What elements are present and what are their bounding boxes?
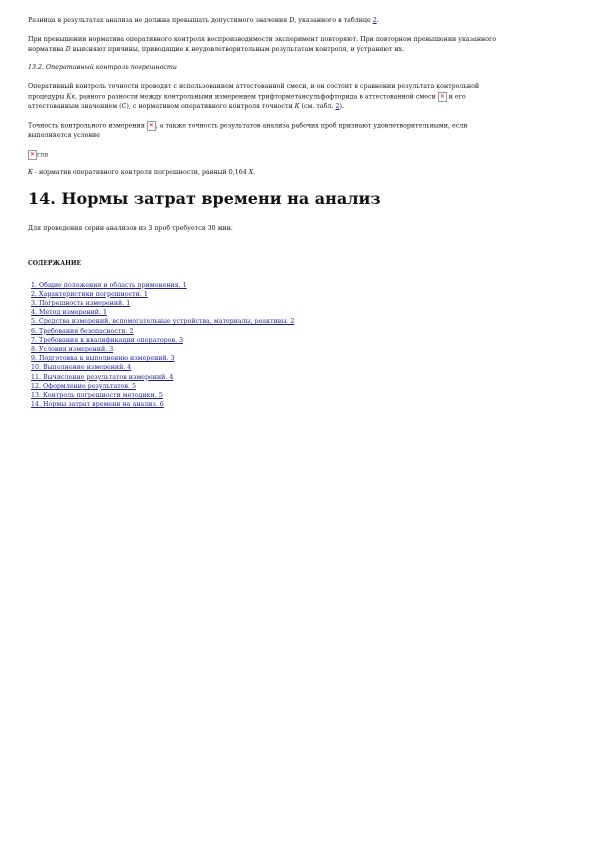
toc-link[interactable]: 2. Характеристики погрешности. 1 (31, 290, 148, 298)
toc-link[interactable]: 1. Общие положения и область применения. 1 (31, 281, 187, 289)
document-page (0, 0, 595, 409)
toc-item (31, 345, 565, 354)
toc-item (31, 317, 565, 326)
toc-item (31, 391, 565, 400)
toc-item (31, 382, 565, 391)
toc-link[interactable]: 8. Условия измерений. 3 (31, 346, 114, 354)
toc-item (31, 281, 565, 290)
paragraph-measurement-accuracy: Точность контрольного измерения ✕, а также точность результатов анализа рабочих проб признают удовлетворительными, если выполняется условие (28, 121, 565, 141)
toc-link[interactable]: 11. Вычисление результатов измерений. 4 (31, 373, 174, 381)
toc-item (31, 373, 565, 382)
toc-item (31, 400, 565, 409)
toc-item (31, 290, 565, 299)
toc-item (31, 299, 565, 308)
toc-link[interactable]: 3. Погрешность измерений. 1 (31, 300, 131, 307)
toc-link[interactable]: 12. Оформление результатов. 5 (31, 382, 137, 390)
paragraph-accuracy-control: Оперативный контроль точности проводят с использованием аттестованной смеси, и он состоит в сравнении результата контрольной процедуры Кк, равного разности между контрольными измерением трифторметансульфофторида в аттестованной смеси ✕ и его аттестованным значением (С), с нормативом оперативного контроля точности К (см. табл. 2). (28, 82, 565, 112)
toc-link[interactable]: 5. Средства измерений, вспомогательные устройства, материалы, реактивы. 2 (31, 318, 295, 326)
toc-item (31, 363, 565, 372)
broken-image-icon (438, 92, 447, 102)
broken-image-icon (28, 150, 37, 160)
toc-item (31, 327, 565, 336)
toc-link[interactable]: 4. Метод измерений. 1 (31, 309, 107, 317)
toc-link[interactable]: 10. Выполнение измерений. 4 (31, 364, 132, 372)
toc-link[interactable]: 7. Требования к квалификации операторов. 3 (31, 336, 183, 344)
paragraph-time-norm: Для проведения серии анализов из 3 проб требуется 30 мин. (28, 224, 233, 232)
section-heading-14: 14. Нормы затрат времени на анализ (28, 188, 381, 208)
toc-item (31, 308, 565, 317)
paragraph-norm-definition: К - норматив оперативного контроля погрешности, равный 0,164 Х. (28, 169, 256, 176)
paragraph-tolerance: Разница в результатах анализа не должна превышать допустимого значения D, указанного в таблице 2. (28, 17, 379, 24)
toc-link[interactable]: 13. Контроль погрешности методики. 5 (31, 392, 163, 400)
formula (28, 150, 565, 160)
toc-link[interactable]: 6. Требования безопасности. 2 (31, 327, 134, 335)
paragraph-repeat: При превышении норматива оперативного контроля воспроизводимости эксперимент повторяют. При повторном превышении указанного норматива D выясняют причины, приводящие к неудовлетворительным результатам контроля, и устраняют их. (28, 35, 497, 53)
toc-item (31, 354, 565, 363)
formula-subscript: ГПВ (37, 152, 49, 159)
toc-link[interactable]: 9. Подготовка к выполнению измерений. 3 (31, 355, 175, 363)
toc-title: СОДЕРЖАНИЕ (28, 260, 82, 268)
section-heading-13-2: 13.2. Оперативный контроль погрешности (28, 64, 177, 72)
toc-link[interactable]: 14. Нормы затрат времени на анализ. 6 (31, 401, 164, 409)
table-of-contents (31, 281, 565, 410)
table-2-link[interactable]: 2 (335, 103, 340, 110)
toc-item (31, 336, 565, 345)
broken-image-icon (147, 121, 156, 131)
table-2-link[interactable]: 2 (372, 17, 377, 24)
